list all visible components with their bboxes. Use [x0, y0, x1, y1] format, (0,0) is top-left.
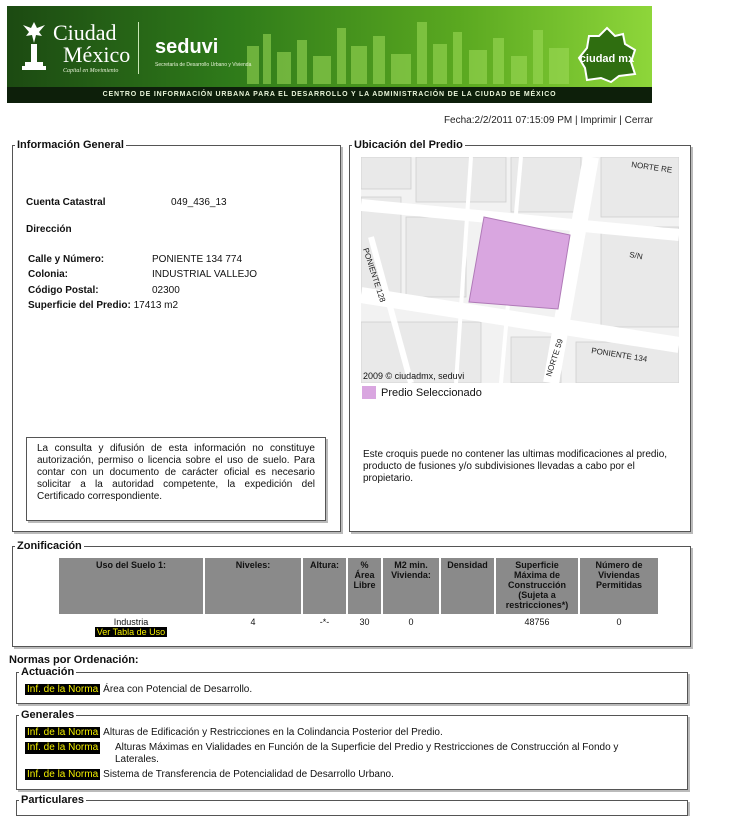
ubicacion-predio-title: Ubicación del Predio [354, 139, 463, 151]
list-item [25, 684, 252, 696]
col-header-viviendas: Número de Viviendas Permitidas [580, 558, 658, 614]
col-header-niveles: Niveles: [205, 558, 301, 614]
street-label-sn: S/N [628, 250, 644, 262]
cerrar-link[interactable]: Cerrar [624, 115, 653, 126]
normas-title: Normas por Ordenación: [9, 654, 139, 666]
fecha-text: Fecha:2/2/2011 07:15:09 PM [443, 115, 573, 126]
col-header-densidad: Densidad [441, 558, 494, 614]
city-skyline-image [237, 16, 577, 84]
cuenta-catastral-label: Cuenta Catastral [26, 197, 106, 208]
inf-norma-link[interactable]: Inf. de la Norma [27, 684, 99, 695]
ciudadmx-badge-label: ciudad mx [579, 53, 635, 65]
zonificacion-title: Zonificación [17, 540, 82, 552]
predio-legend-label: Predio Seleccionado [381, 387, 482, 399]
actuacion-title: Actuación [21, 666, 75, 678]
norma-text: Sistema de Transferencia de Potencialidad de Desarrollo Urbano. [103, 769, 394, 780]
col-header-area-libre: % Área Libre [348, 558, 381, 614]
superficie-label: Superficie del Predio: [28, 300, 131, 311]
generales-title: Generales [21, 709, 75, 721]
norma-text: Alturas de Edificación y Restricciones en la Colindancia Posterior del Predio. [103, 727, 443, 738]
list-item [25, 742, 665, 766]
street-label-poniente-134: PONIENTE 134 [590, 346, 648, 364]
street-label-top: NORTE RE [630, 160, 673, 175]
ciudadmx-badge[interactable] [575, 26, 639, 84]
table-row [59, 616, 658, 638]
direccion-label: Dirección [26, 224, 72, 235]
cuenta-catastral-value: 049_436_13 [171, 197, 227, 208]
col-header-uso: Uso del Suelo 1: [59, 558, 203, 614]
street-label-norte-59: NORTE 59 [544, 337, 565, 378]
logo-text-mexico: México [63, 42, 131, 67]
list-item [25, 769, 394, 781]
col-header-superficie-max: Superficie Máxima de Construcción (Sujeta a restricciones*) [496, 558, 578, 614]
street-label-poniente-128: PONIENTE 128 [361, 246, 388, 304]
informacion-general-title: Información General [17, 139, 124, 151]
logo-tagline: Capital en Movimiento [63, 68, 119, 74]
norma-text: Alturas Máximas en Vialidades en Función de la Superficie del Predio y Restricciones de Construcción al Fondo y Laterales. [115, 742, 619, 765]
predio-legend-swatch [362, 386, 376, 399]
superficie-max-value: 48756 [524, 617, 550, 627]
niveles-value: 4 [250, 617, 256, 627]
inf-norma-link[interactable]: Inf. de la Norma [27, 769, 99, 780]
seduvi-subtitle: Secretaría de Desarrollo Urbano y Vivienda [155, 62, 252, 68]
densidad-value [441, 616, 494, 638]
calle-value: PONIENTE 134 774 [152, 254, 243, 265]
inf-norma-link[interactable]: Inf. de la Norma [27, 727, 99, 738]
toolbar [444, 115, 653, 126]
disclaimer-box: La consulta y difusión de esta información no constituye autorización, permiso o licencia sobre el uso de suelo. Para contar con un documento de carácter oficial es necesario solicitar a la autoridad competente, la expedición del Certificado correspondiente. [26, 437, 326, 521]
imprimir-link[interactable]: Imprimir [580, 115, 617, 126]
logo-text-ciudad: Ciudad [53, 20, 117, 45]
particulares-panel [16, 794, 688, 816]
colonia-label: Colonia: [28, 269, 68, 280]
uso-cell [59, 616, 203, 638]
angel-independence-icon [19, 20, 49, 72]
col-header-altura: Altura: [303, 558, 346, 614]
area-libre-value: 30 [359, 617, 370, 627]
codigo-postal-label: Código Postal: [28, 285, 99, 296]
particulares-title: Particulares [21, 794, 84, 806]
norma-text: Área con Potencial de Desarrollo. [103, 684, 253, 695]
altura-value: -*- [319, 617, 330, 627]
colonia-value: INDUSTRIAL VALLEJO [152, 269, 258, 280]
list-item [25, 727, 443, 739]
zonificacion-header-row [59, 558, 658, 614]
codigo-postal-value: 02300 [152, 285, 180, 296]
uso-value: Industria [113, 617, 149, 627]
location-map[interactable] [361, 157, 679, 383]
col-header-m2-min: M2 min. Vivienda: [383, 558, 439, 614]
ver-tabla-uso-link[interactable]: Ver Tabla de Uso [96, 627, 166, 637]
zonificacion-table [57, 556, 660, 640]
header-banner [7, 6, 652, 103]
toolbar-separator: | [619, 115, 622, 126]
header-divider [138, 22, 139, 74]
calle-label: Calle y Número: [28, 254, 105, 265]
superficie-value: 17413 m2 [133, 300, 179, 311]
toolbar-separator: | [574, 115, 578, 126]
viviendas-value: 0 [616, 617, 622, 627]
inf-norma-link[interactable]: Inf. de la Norma [27, 742, 99, 753]
header-subtitle-bar: CENTRO DE INFORMACIÓN URBANA PARA EL DESARROLLO Y LA ADMINISTRACIÓN DE LA CIUDAD DE MÉXICO [7, 87, 652, 103]
map-credit: 2009 © ciudadmx, seduvi [363, 371, 465, 381]
m2-min-value: 0 [408, 617, 414, 627]
seduvi-logo[interactable]: seduvi [155, 36, 219, 58]
croquis-note: Este croquis puede no contener las ultimas modificaciones al predio, producto de fusiones y/o subdivisiones llevadas a cabo por el propietario. [363, 449, 668, 484]
cuenta-catastral-row [26, 197, 105, 208]
ciudad-mexico-logo[interactable] [19, 20, 131, 75]
